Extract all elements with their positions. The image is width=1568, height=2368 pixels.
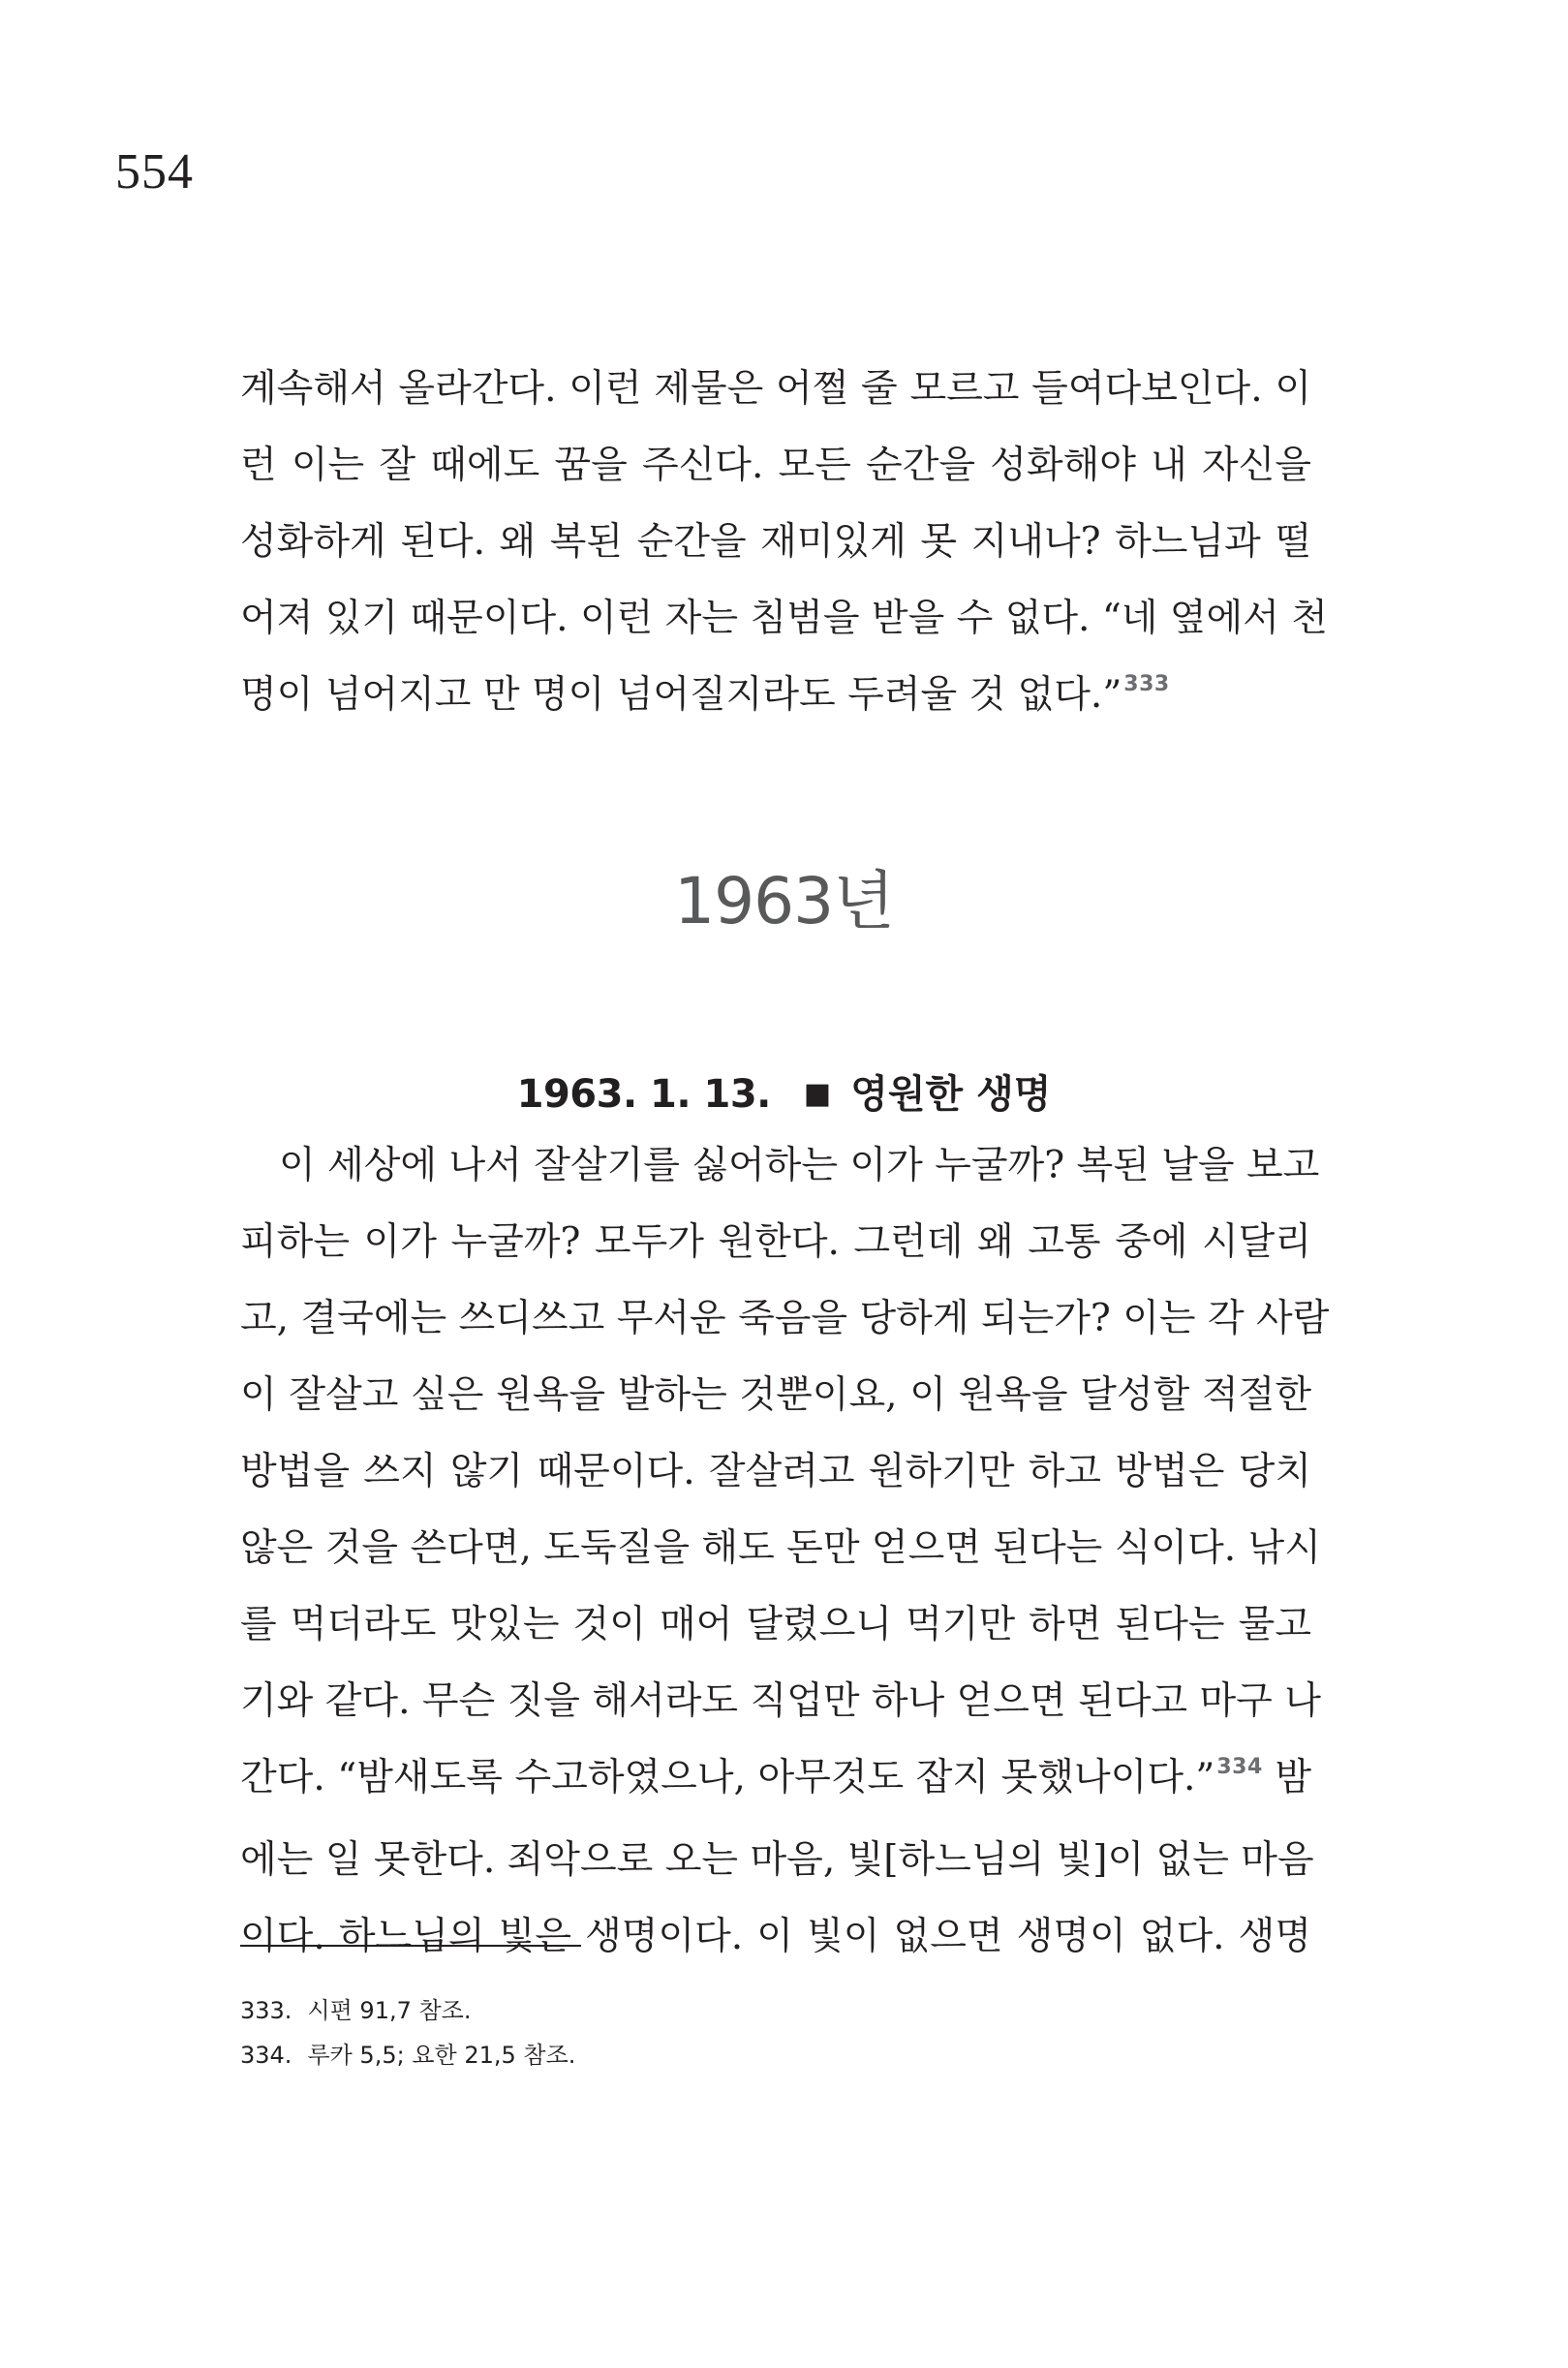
paragraph-body	[240, 1127, 1330, 1975]
footnote-divider	[240, 1945, 581, 1947]
text-line-content: 간다. “밤새도록 수고하였으나, 아무것도 잡지 못했나이다.”	[240, 1756, 1215, 1799]
text-line: 를 먹더라도 맛있는 것이 매어 달렸으니 먹기만 하면 된다는 물고	[240, 1603, 1311, 1646]
footnote-number: 333.	[240, 1997, 292, 2024]
entry-date: 1963. 1. 13.	[516, 1072, 771, 1117]
footnote-333	[240, 1988, 575, 2033]
text-line: 에는 일 못한다. 죄악으로 오는 마음, 빛[하느님의 빛]이 없는 마음	[240, 1838, 1314, 1882]
footnote-ref-333[interactable]: 333	[1123, 672, 1170, 696]
text-line-content: 밤	[1262, 1756, 1311, 1799]
text-line: 이 잘살고 싶은 원욕을 발하는 것뿐이요, 이 원욕을 달성할 적절한	[240, 1373, 1311, 1417]
text-line-content: 명이 넘어지고 만 명이 넘어질지라도 두려울 것 없다.”	[240, 673, 1122, 717]
text-line: 런 이는 잘 때에도 꿈을 주신다. 모든 순간을 성화해야 내 자신을	[240, 444, 1311, 487]
square-bullet-icon: ■	[803, 1077, 832, 1111]
entry-title: 영원한 생명	[850, 1072, 1052, 1117]
text-line: 피하는 이가 누굴까? 모두가 원한다. 그런데 왜 고통 중에 시달리	[240, 1220, 1311, 1264]
text-line: 이 세상에 나서 잘살기를 싫어하는 이가 누굴까? 복된 날을 보고	[279, 1144, 1320, 1187]
footnote-ref-334[interactable]: 334	[1216, 1755, 1263, 1779]
footnote-text: 루카 5,5; 요한 21,5 참조.	[307, 2042, 576, 2069]
page-number: 554	[115, 144, 194, 200]
text-line	[240, 1739, 1311, 1822]
text-line: 성화하게 된다. 왜 복된 순간을 재미있게 못 지내나? 하느님과 떨	[240, 520, 1311, 564]
footnote-334	[240, 2033, 575, 2077]
text-line: 않은 것을 쓴다면, 도둑질을 해도 돈만 얻으면 된다는 식이다. 낚시	[240, 1526, 1321, 1570]
footnotes	[240, 1988, 575, 2077]
text-line: 고, 결국에는 쓰디쓰고 무서운 죽음을 당하게 되는가? 이는 각 사람	[240, 1297, 1330, 1340]
text-line: 방법을 쓰지 않기 때문이다. 잘살려고 원하기만 하고 방법은 당치	[240, 1450, 1311, 1493]
footnote-text: 시편 91,7 참조.	[307, 1997, 472, 2024]
text-line: 기와 같다. 무슨 짓을 해서라도 직업만 하나 얻으면 된다고 마구 나	[240, 1679, 1321, 1723]
text-line: 이다. 하느님의 빛은 생명이다. 이 빛이 없으면 생명이 없다. 생명	[240, 1915, 1311, 1958]
text-line: 어져 있기 때문이다. 이런 자는 침범을 받을 수 없다. “네 옆에서 천	[240, 597, 1328, 640]
year-heading: 1963년	[674, 864, 894, 938]
footnote-number: 334.	[240, 2042, 292, 2069]
entry-heading	[0, 1072, 1568, 1117]
text-line: 계속해서 올라간다. 이런 제물은 어쩔 줄 모르고 들여다보인다. 이	[240, 367, 1311, 411]
paragraph-continued	[240, 351, 1328, 739]
text-line	[240, 657, 1311, 739]
